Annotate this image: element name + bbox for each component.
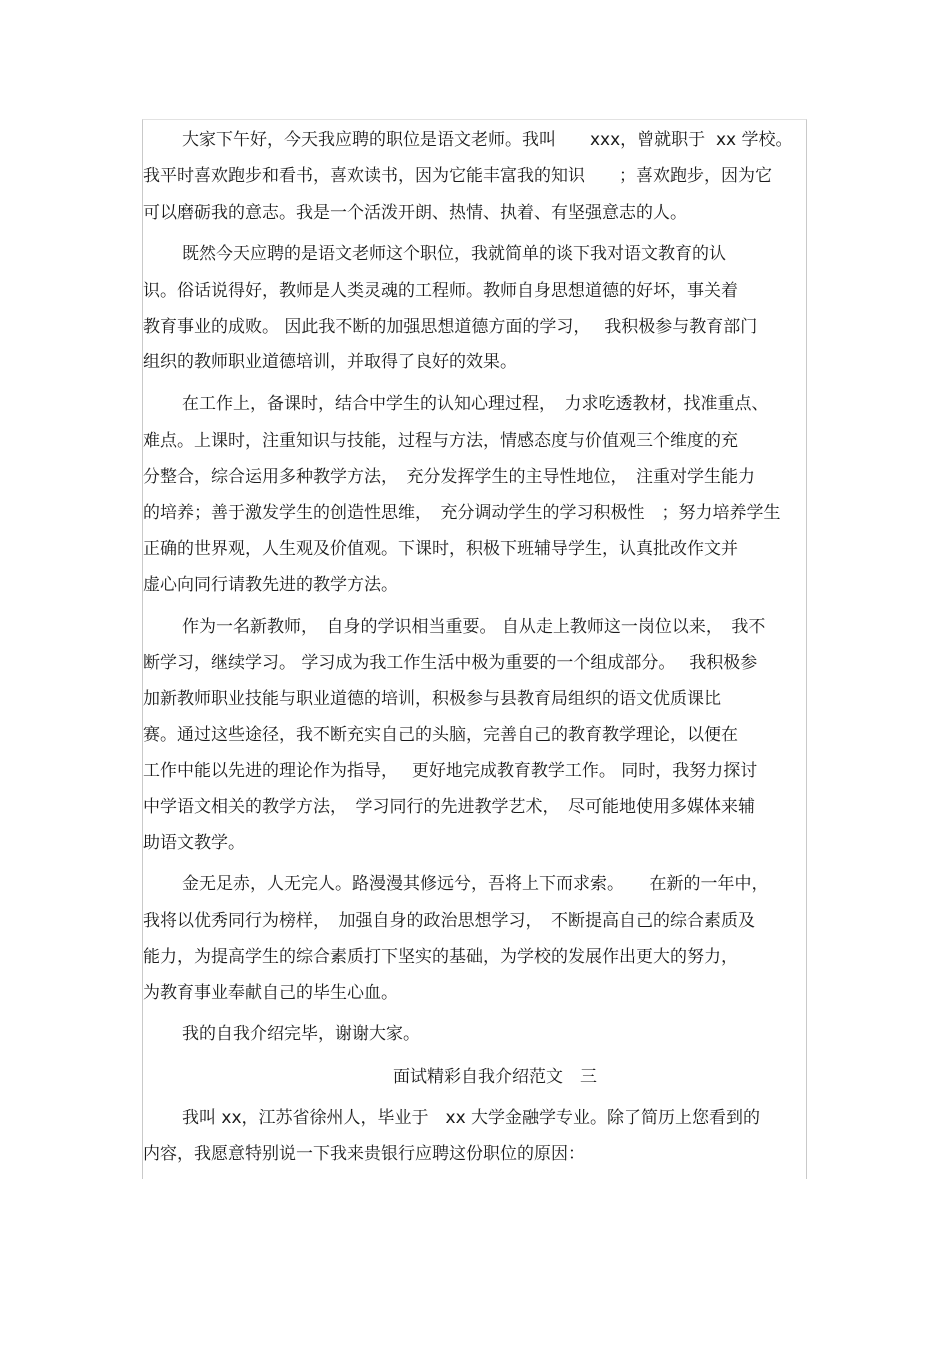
para-1-line-1: 大家下午好，今天我应聘的职位是语文老师。我叫 xxx，曾就职于 xx 学校。 — [182, 130, 793, 150]
para-6-line-2: 内容，我愿意特别说一下我来贵银行应聘这份职位的原因： — [143, 1144, 585, 1164]
para-3-line-4: 的培养；善于激发学生的创造性思维， 充分调动学生的学习积极性 ；努力培养学生 — [143, 503, 781, 523]
para-2-line-1: 既然今天应聘的是语文老师这个职位，我就简单的谈下我对语文教育的认 — [182, 244, 726, 264]
para-3-line-5: 正确的世界观，人生观及价值观。下课时，积极下班辅导学生，认真批改作文并 — [143, 539, 738, 559]
para-5-line-3: 能力，为提高学生的综合素质打下坚实的基础，为学校的发展作出更大的努力， — [143, 947, 738, 967]
para-2-line-4: 组织的教师职业道德培训，并取得了良好的效果。 — [143, 352, 517, 372]
section-heading: 面试精彩自我介绍范文 三 — [393, 1067, 597, 1087]
para-3-line-1: 在工作上，备课时，结合中学生的认知心理过程， 力求吃透教材，找准重点、 — [182, 394, 769, 414]
para-5-line-2: 我将以优秀同行为榜样， 加强自身的政治思想学习， 不断提高自己的综合素质及 — [143, 911, 755, 931]
page-frame — [142, 119, 807, 1179]
para-4-line-3: 加新教师职业技能与职业道德的培训，积极参与县教育局组织的语文优质课比 — [143, 689, 721, 709]
para-1-line-3: 可以磨砺我的意志。我是一个活泼开朗、热情、执着、有坚强意志的人。 — [143, 203, 687, 223]
para-1-line-2: 我平时喜欢跑步和看书，喜欢读书，因为它能丰富我的知识 ；喜欢跑步，因为它 — [143, 166, 772, 186]
para-2-line-3: 教育事业的成败。 因此我不断的加强思想道德方面的学习， 我积极参与教育部门 — [143, 317, 758, 337]
para-4-line-7: 助语文教学。 — [143, 833, 245, 853]
para-4-line-4: 赛。通过这些途径，我不断充实自己的头脑，完善自己的教育教学理论，以便在 — [143, 725, 738, 745]
para-4-line-5: 工作中能以先进的理论作为指导， 更好地完成教育教学工作。 同时，我努力探讨 — [143, 761, 758, 781]
para-5-line-1: 金无足赤，人无完人。路漫漫其修远兮，吾将上下而求索。 在新的一年中， — [182, 874, 769, 894]
para-3-line-6: 虚心向同行请教先进的教学方法。 — [143, 575, 398, 595]
para-3-line-3: 分整合，综合运用多种教学方法， 充分发挥学生的主导性地位， 注重对学生能力 — [143, 467, 755, 487]
para-4-line-6: 中学语文相关的教学方法， 学习同行的先进教学艺术， 尽可能地使用多媒体来辅 — [143, 797, 755, 817]
para-5-line-4: 为教育事业奉献自己的毕生心血。 — [143, 983, 398, 1003]
para-2-line-2: 识。俗话说得好，教师是人类灵魂的工程师。教师自身思想道德的好坏，事关着 — [143, 281, 738, 301]
para-4-line-2: 断学习，继续学习。 学习成为我工作生活中极为重要的一个组成部分。 我积极参 — [143, 653, 758, 673]
para-6-line-1: 我叫 xx，江苏省徐州人，毕业于 xx 大学金融学专业。除了简历上您看到的 — [182, 1108, 761, 1128]
para-3-line-2: 难点。上课时，注重知识与技能，过程与方法，情感态度与价值观三个维度的充 — [143, 431, 738, 451]
closing-line: 我的自我介绍完毕，谢谢大家。 — [182, 1024, 420, 1044]
para-4-line-1: 作为一名新教师， 自身的学识相当重要。 自从走上教师这一岗位以来， 我不 — [182, 617, 766, 637]
